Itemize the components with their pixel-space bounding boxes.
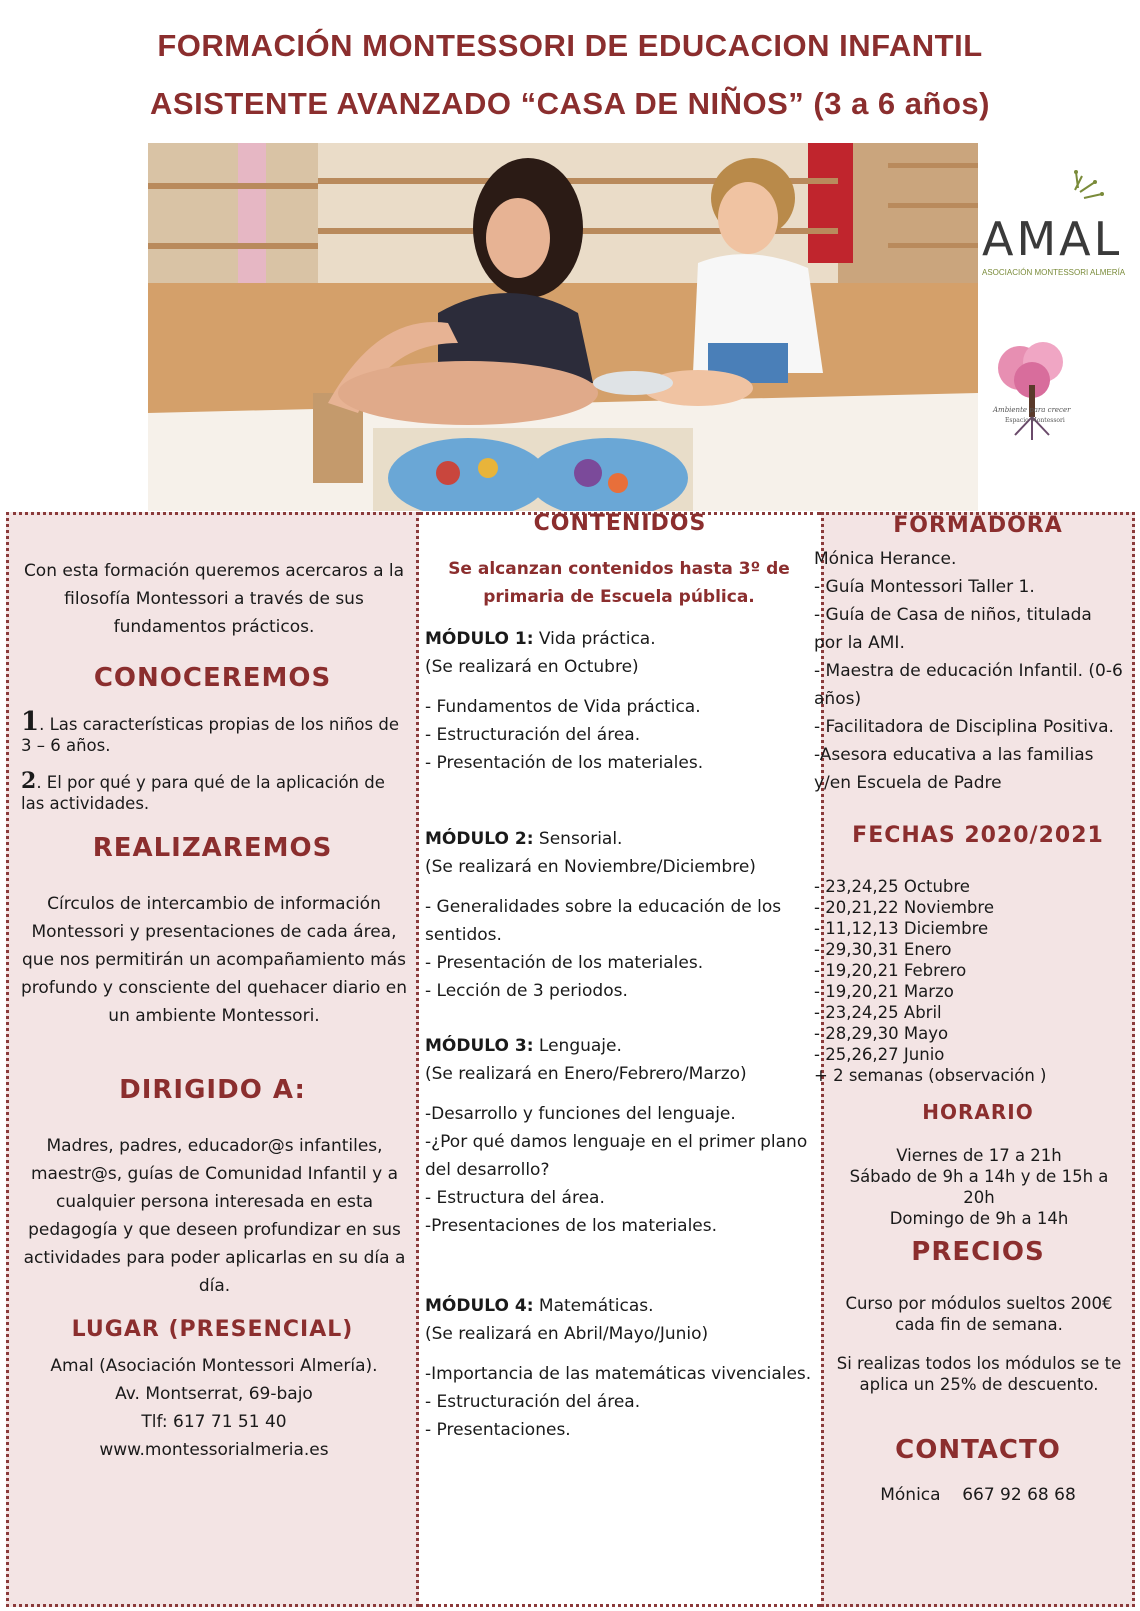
module-4-item: - Presentaciones. — [425, 1420, 571, 1440]
fechas-heading: FECHAS 2020/2021 — [852, 823, 1104, 848]
module-1-item: - Fundamentos de Vida práctica. — [425, 697, 701, 717]
horario-text — [844, 1145, 1114, 1229]
dirigido-heading: DIRIGIDO A: — [119, 1075, 306, 1105]
module-4-item: -Importancia de las matemáticas vivenciales. — [425, 1364, 812, 1384]
left-column — [6, 512, 419, 1607]
item-2-number: 2 — [21, 768, 37, 794]
module-1-title: Vida práctica. — [533, 629, 656, 649]
module-2-label: MÓDULO 2: — [425, 829, 534, 849]
module-4 — [425, 1292, 815, 1444]
lugar-address — [19, 1352, 409, 1464]
fecha-item: - 25,26,27 Junio — [814, 1045, 945, 1064]
precios-heading: PRECIOS — [911, 1237, 1045, 1267]
horario-heading: HORARIO — [922, 1100, 1034, 1124]
contacto-heading: CONTACTO — [895, 1435, 1061, 1465]
module-3-item: - Estructura del área. — [425, 1188, 605, 1208]
horario-line: Viernes de 17 a 21h — [896, 1146, 1062, 1165]
fecha-item: - 28,29,30 Mayo — [814, 1024, 949, 1043]
module-2-title: Sensorial. — [533, 829, 623, 849]
module-3-label: MÓDULO 3: — [425, 1036, 534, 1056]
fecha-item: - 19,20,21 Marzo — [814, 982, 954, 1001]
fecha-item: - 23,24,25 Octubre — [814, 877, 970, 896]
contenidos-heading: CONTENIDOS — [533, 511, 707, 536]
conoceremos-item-2 — [21, 768, 406, 814]
conoceremos-item-1 — [21, 707, 406, 756]
module-1-when: (Se realizará en Octubre) — [425, 657, 639, 677]
tree-logo-text1: Ambiente para crecer — [993, 406, 1071, 414]
module-1-item: - Estructuración del área. — [425, 725, 641, 745]
module-4-label: MÓDULO 4: — [425, 1296, 534, 1316]
fecha-item: + 2 semanas (observación ) — [814, 1066, 1047, 1085]
module-1-item: - Presentación de los materiales. — [425, 753, 704, 773]
tree-logo-text2: Espacio Montessori — [1005, 417, 1065, 424]
module-2-item: - Generalidades sobre la educación de los sentidos. — [425, 897, 782, 945]
formadora-list — [814, 545, 1124, 797]
module-4-title: Matemáticas. — [533, 1296, 654, 1316]
formadora-line: - Facilitadora de Disciplina Positiva. — [814, 717, 1114, 737]
fecha-item: - 11,12,13 Diciembre — [814, 919, 989, 938]
amal-logo-subtitle: ASOCIACIÓN MONTESSORI ALMERÍA — [982, 268, 1126, 277]
contenidos-subtitle: Se alcanzan contenidos hasta 3º de primaria de Escuela pública. — [448, 559, 790, 607]
module-3-item: -Desarrollo y funciones del lenguaje. — [425, 1104, 736, 1124]
fechas-list — [814, 876, 1114, 1086]
item-1-number: 1 — [21, 707, 40, 737]
precios-text-2: Si realizas todos los módulos se te aplica un 25% de descuento. — [836, 1354, 1122, 1394]
lugar-phone: Tlf: 617 71 51 40 — [141, 1412, 287, 1432]
module-3-title: Lenguaje. — [533, 1036, 622, 1056]
formadora-line: - Maestra de educación Infantil. (0-6 años) — [814, 661, 1123, 709]
dirigido-text: Madres, padres, educador@s infantiles, maestr@s, guías de Comunidad Infantil y a cualquier persona interesada en esta pedagogía y que deseen profundizar en sus actividades para poder aplicarlas en su día a día. — [23, 1136, 406, 1296]
amal-logo — [980, 160, 1130, 290]
module-1 — [425, 625, 815, 777]
lugar-heading: LUGAR (PRESENCIAL) — [71, 1317, 354, 1342]
amal-logo-text: AMAL — [982, 212, 1123, 266]
module-3-item: -Presentaciones de los materiales. — [425, 1216, 718, 1236]
fecha-item: - 29,30,31 Enero — [814, 940, 952, 959]
module-1-label: MÓDULO 1: — [425, 629, 534, 649]
module-2-item: - Presentación de los materiales. — [425, 953, 704, 973]
right-column — [814, 512, 1135, 1607]
lugar-website: www.montessorialmeria.es — [99, 1440, 329, 1460]
page-title-line2: ASISTENTE AVANZADO “CASA DE NIÑOS” (3 a 6 años) — [150, 86, 990, 121]
module-4-when: (Se realizará en Abril/Mayo/Junio) — [425, 1324, 709, 1344]
formadora-line: Mónica Herance. — [814, 549, 957, 569]
formadora-line: - Guía Montessori Taller 1. — [814, 577, 1035, 597]
formadora-line: -Asesora educativa a las familias y/en Escuela de Padre — [814, 745, 1094, 793]
contacto-name: Mónica — [880, 1485, 941, 1505]
horario-line: Domingo de 9h a 14h — [889, 1209, 1069, 1228]
realizaremos-heading: REALIZAREMOS — [92, 833, 333, 863]
item-2-text: . El por qué y para qué de la aplicación de las actividades. — [21, 773, 385, 813]
module-2-item: - Lección de 3 periodos. — [425, 981, 628, 1001]
page-title-line1: FORMACIÓN MONTESSORI DE EDUCACION INFANTIL — [157, 28, 983, 63]
module-3 — [425, 1032, 815, 1240]
lugar-line-1: Amal (Asociación Montessori Almería). — [50, 1356, 378, 1376]
fecha-item: - 23,24,25 Abril — [814, 1003, 942, 1022]
formadora-line: - Guía de Casa de niños, titulada por la AMI. — [814, 605, 1092, 653]
horario-line: Sábado de 9h a 14h y de 15h a 20h — [849, 1167, 1109, 1207]
lugar-line-2: Av. Montserrat, 69-bajo — [115, 1384, 313, 1404]
module-4-item: - Estructuración del área. — [425, 1392, 641, 1412]
fecha-item: - 19,20,21 Febrero — [814, 961, 967, 980]
conoceremos-heading: CONOCEREMOS — [93, 663, 332, 693]
module-3-item: -¿Por qué damos lenguaje en el primer plano del desarrollo? — [425, 1132, 808, 1180]
fecha-item: - 20,21,22 Noviembre — [814, 898, 994, 917]
module-2 — [425, 825, 815, 1005]
precios-text-1: Curso por módulos sueltos 200€ cada fin de semana. — [845, 1294, 1113, 1334]
realizaremos-text: Círculos de intercambio de información Montessori y presentaciones de cada área, que nos permitirán un acompañamiento más profundo y consciente del quehacer diario en un ambiente Montessori. — [20, 894, 408, 1026]
middle-column — [419, 512, 821, 1607]
tree-logo — [985, 340, 1080, 450]
contacto-info — [824, 1481, 1132, 1509]
module-3-when: (Se realizará en Enero/Febrero/Marzo) — [425, 1064, 747, 1084]
formadora-heading: FORMADORA — [893, 513, 1063, 538]
intro-text: Con esta formación queremos acercaros a la filosofía Montessori a través de sus fundamentos prácticos. — [23, 561, 405, 637]
contacto-phone: 667 92 68 68 — [962, 1485, 1076, 1505]
hero-photo — [148, 143, 978, 511]
module-2-when: (Se realizará en Noviembre/Diciembre) — [425, 857, 756, 877]
item-1-text: . Las características propias de los niños de 3 – 6 años. — [21, 715, 399, 755]
